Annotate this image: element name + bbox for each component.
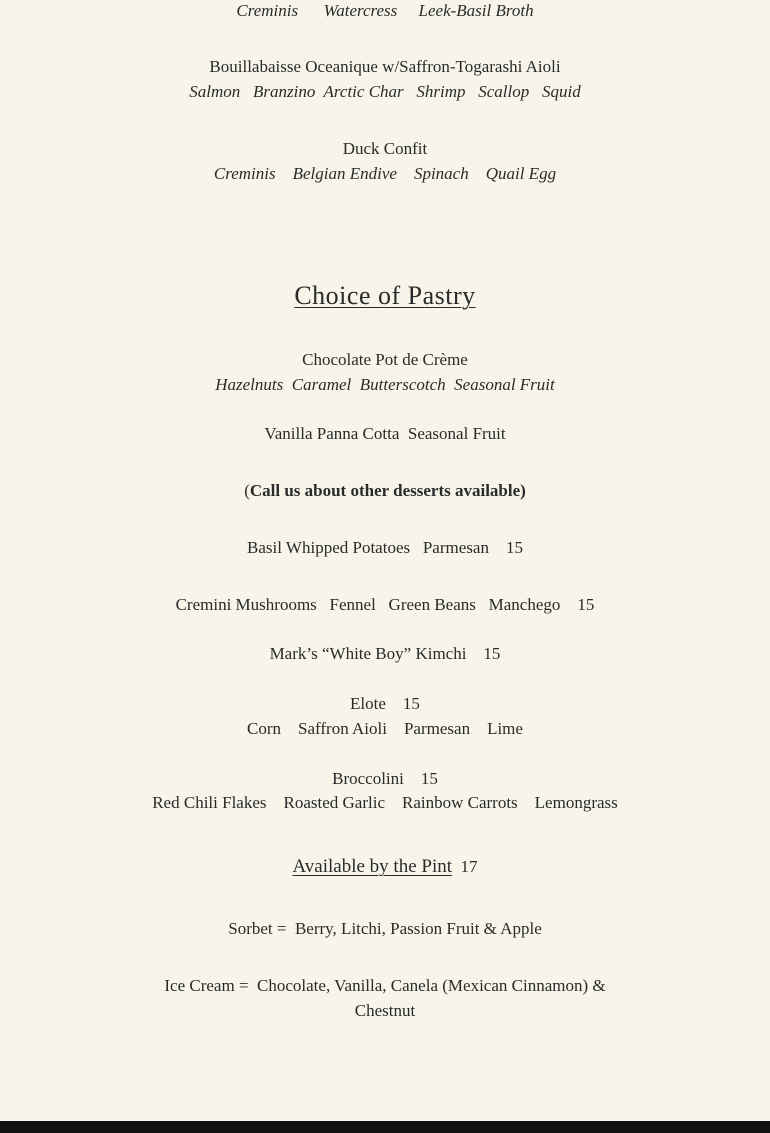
call-note bbox=[0, 480, 770, 502]
icecream-line: Ice Cream = Chocolate, Vanilla, Canela (Mexican Cinnamon) & bbox=[164, 976, 606, 995]
pastry-item-sides: Hazelnuts Caramel Butterscotch Seasonal Fruit bbox=[215, 375, 555, 394]
main-item-sides: Salmon Branzino Arctic Char Shrimp Scallop Squid bbox=[189, 82, 581, 101]
pint-price: 17 bbox=[452, 857, 478, 876]
side-item: Elote 15 bbox=[350, 694, 420, 713]
main-item-sides: Creminis Belgian Endive Spinach Quail Egg bbox=[213, 164, 557, 183]
side-item: Broccolini 15 bbox=[332, 769, 438, 788]
side-item-details: Red Chili Flakes Roasted Garlic Rainbow Carrots Lemongrass bbox=[152, 793, 618, 812]
pastry-item-name: Vanilla Panna Cotta Seasonal Fruit bbox=[264, 424, 506, 443]
side-item: Mark’s “White Boy” Kimchi 15 bbox=[269, 644, 501, 663]
side-item: Basil Whipped Potatoes Parmesan 15 bbox=[247, 538, 523, 557]
side-item-details: Corn Saffron Aioli Parmesan Lime bbox=[247, 719, 523, 738]
pint-title: Available by the Pint bbox=[292, 856, 453, 877]
pastry-item-name: Chocolate Pot de Crème bbox=[302, 350, 468, 369]
main-item-name: Bouillabaisse Oceanique w/Saffron-Togarashi Aioli bbox=[209, 57, 561, 76]
footer-bar bbox=[0, 1121, 770, 1133]
call-note-text: Call us about other desserts available) bbox=[249, 481, 526, 500]
sorbet-line: Sorbet = Berry, Litchi, Passion Fruit & Apple bbox=[228, 919, 542, 938]
pastry-section-title bbox=[0, 280, 770, 312]
main-item-sides: Creminis Watercress Leek-Basil Broth bbox=[236, 1, 534, 20]
side-item: Cremini Mushrooms Fennel Green Beans Manchego 15 bbox=[175, 595, 595, 614]
call-note-paren: ( bbox=[244, 481, 250, 500]
icecream-line-continued: Chestnut bbox=[354, 1001, 416, 1020]
pint-heading bbox=[0, 855, 770, 879]
main-item-name: Duck Confit bbox=[342, 139, 428, 158]
pastry-title-text: Choice of Pastry bbox=[294, 281, 476, 310]
